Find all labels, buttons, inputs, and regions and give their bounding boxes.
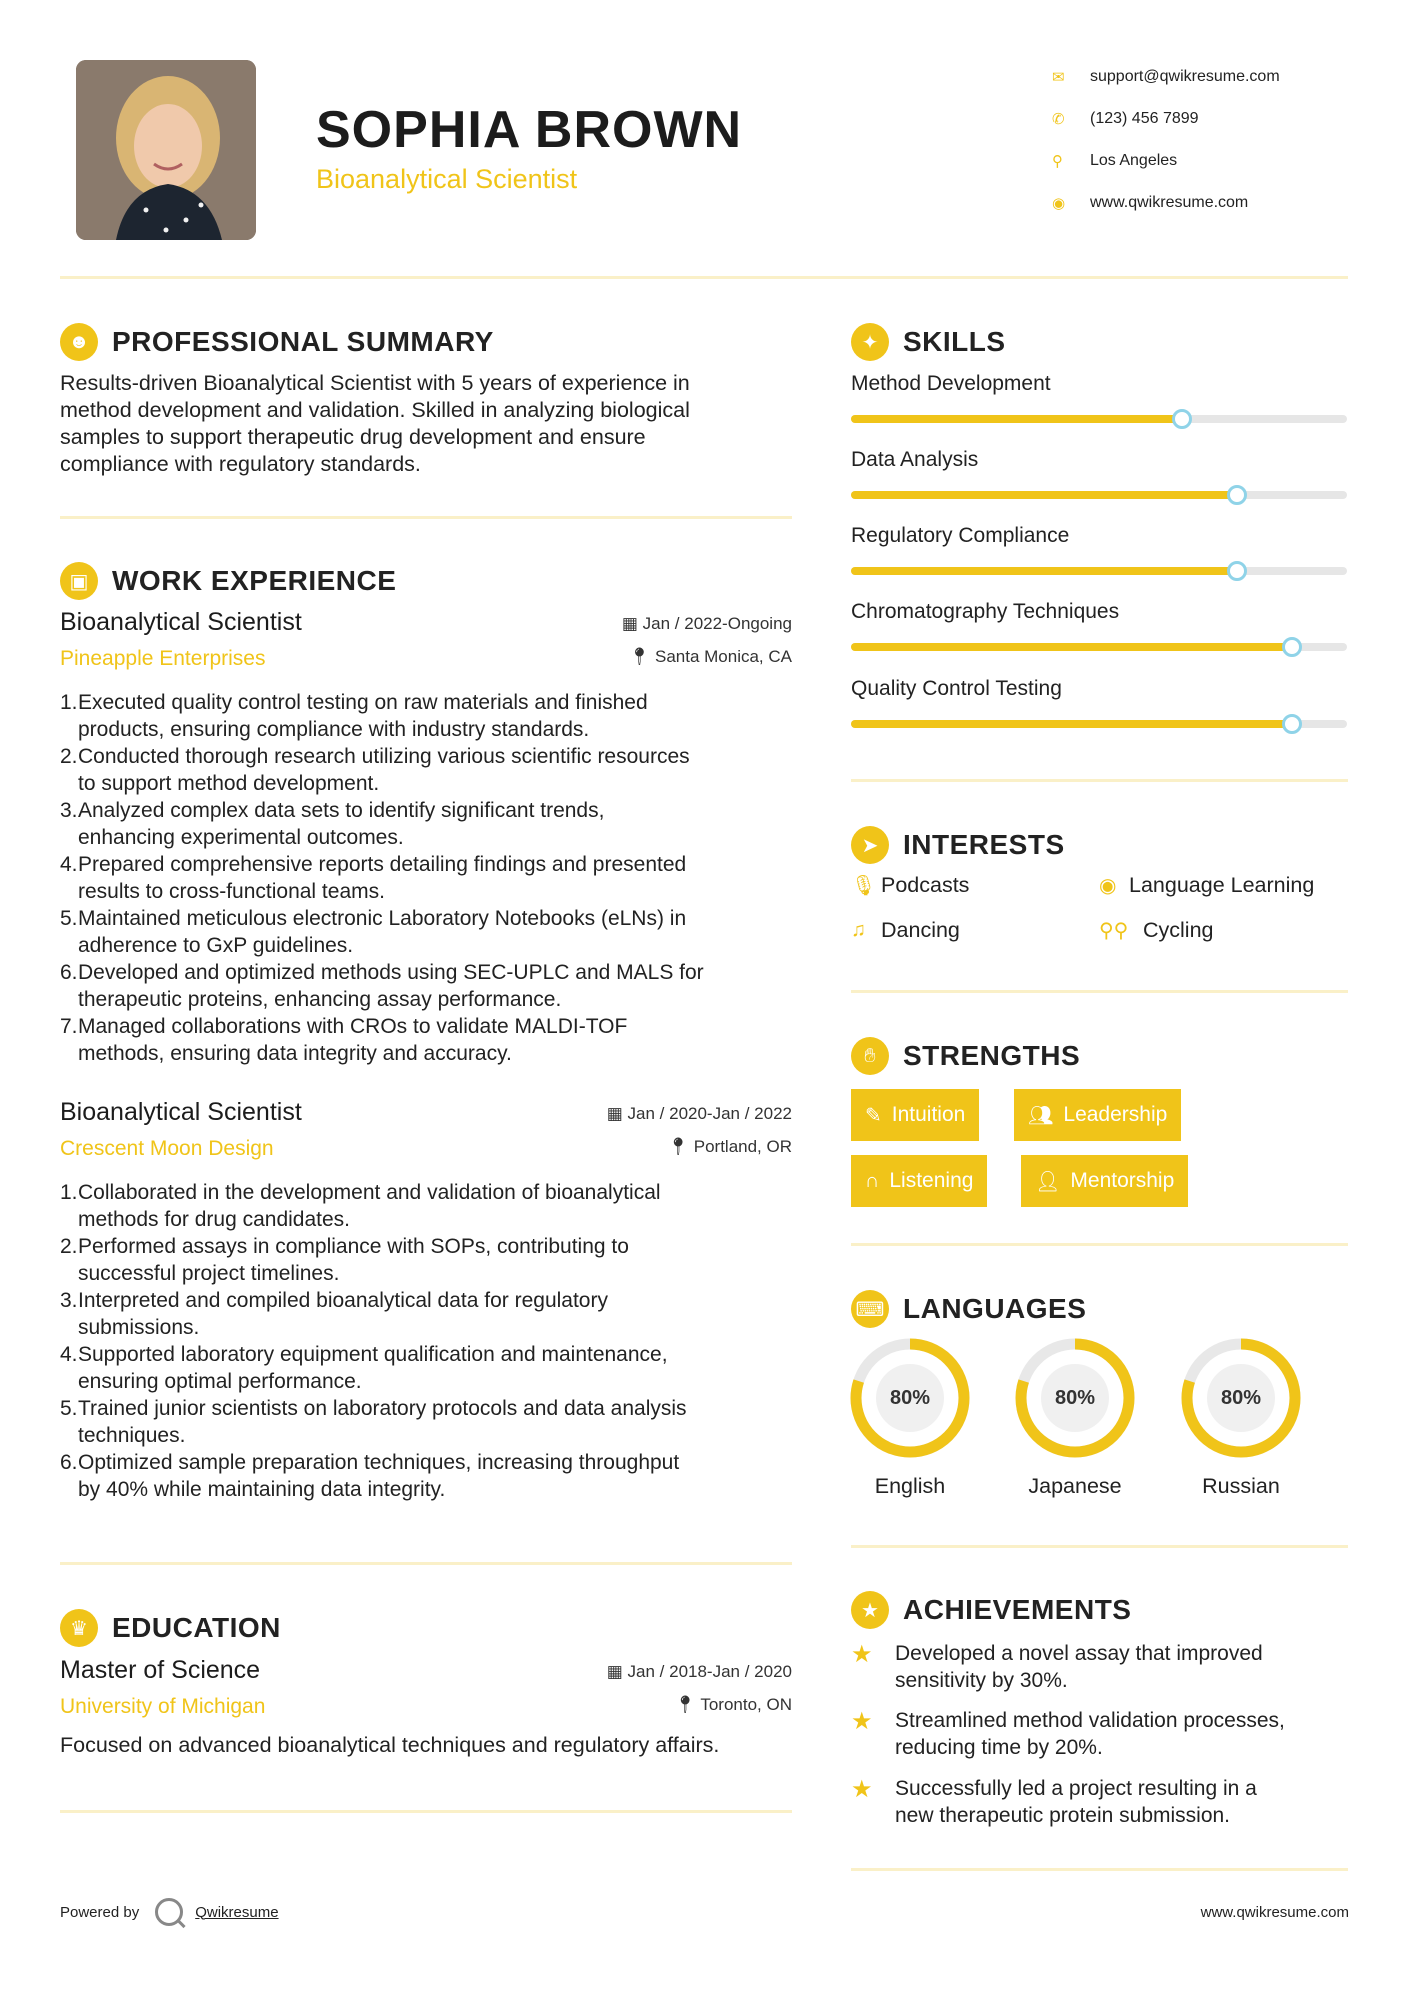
achievements-divider <box>851 1868 1348 1871</box>
star-icon: ★ <box>851 1591 889 1629</box>
skill-label: Method Development <box>851 372 1051 395</box>
contact-list <box>1050 56 1350 224</box>
strength-chip: ∩ Listening <box>851 1155 987 1207</box>
list-item: 5. Trained junior scientists on laboratory protocols and data analysis techniques. <box>60 1397 687 1447</box>
pin-icon: 📍︎ <box>667 1137 694 1156</box>
skill-bar-knob <box>1172 409 1192 429</box>
skill-bar-fill <box>851 491 1237 499</box>
user-plus-icon: 👤︎ <box>1035 1170 1061 1193</box>
achievement-item: ★ Streamlined method validation processes, reducing time by 20%. <box>851 1708 1285 1759</box>
skill-label: Regulatory Compliance <box>851 524 1070 547</box>
music-icon: ♫ <box>851 919 866 941</box>
job-role: Bioanalytical Scientist <box>60 1098 302 1126</box>
header-divider <box>60 276 1348 279</box>
pin-icon: 📍︎ <box>674 1695 701 1714</box>
skill-bar <box>851 491 1347 499</box>
education-divider <box>60 1810 792 1813</box>
job-entry <box>60 608 792 1067</box>
list-item: 1. Collaborated in the development and validation of bioanalytical methods for drug candidates. <box>60 1181 661 1231</box>
list-item: 4. Prepared comprehensive reports detailing findings and presented results to cross-functional teams. <box>60 853 687 903</box>
language-level: 80% <box>1220 1386 1262 1409</box>
languages-heading: ⌨ LANGUAGES <box>851 1290 1086 1328</box>
skills-divider <box>851 779 1348 782</box>
job-location: 📍︎ Portland, OR <box>667 1137 792 1156</box>
skill-bar <box>851 643 1347 651</box>
achievement-item: ★ Developed a novel assay that improved sensitivity by 30%. <box>851 1641 1263 1692</box>
globe-icon: ◉ <box>1052 195 1066 212</box>
list-item: 2. Conducted thorough research utilizing various scientific resources to support method development. <box>60 745 690 795</box>
interest-item: ♫ Dancing <box>851 918 960 942</box>
skill-bar <box>851 415 1347 423</box>
users-icon: 👥︎ <box>1028 1104 1054 1127</box>
education-location: 📍︎ Toronto, ON <box>674 1695 792 1714</box>
education-description: Focused on advanced bioanalytical techniques and regulatory affairs. <box>60 1733 720 1757</box>
skill-bar-knob <box>1227 561 1247 581</box>
language-name: English <box>874 1474 946 1498</box>
education-heading: ♛ EDUCATION <box>60 1609 281 1647</box>
strength-chip: 👤︎ Mentorship <box>1021 1155 1188 1207</box>
lightbulb-icon: ✦ <box>851 323 889 361</box>
candidate-name: SOPHIA BROWN <box>316 101 743 159</box>
calendar-icon: ▦ <box>621 614 643 633</box>
user-icon: ☻ <box>60 323 98 361</box>
strength-chip: ✎ Intuition <box>851 1089 979 1141</box>
contact-phone-text: (123) 456 7899 <box>1090 110 1199 127</box>
job-company: Crescent Moon Design <box>60 1137 274 1160</box>
map-pin-icon: ⚲ <box>1052 153 1063 170</box>
interests-heading: ➤ INTERESTS <box>851 826 1065 864</box>
language-level: 80% <box>889 1386 931 1409</box>
interests-divider <box>851 990 1348 993</box>
qwikresume-logo-icon <box>155 1898 183 1926</box>
calendar-icon: ▦ <box>606 1104 628 1123</box>
language-item <box>1179 1336 1303 1499</box>
strength-chip: 👥︎ Leadership <box>1014 1089 1181 1141</box>
list-item: 1. Executed quality control testing on raw materials and finished products, ensuring compliance with industry standards. <box>60 691 648 741</box>
contact-location <box>1050 140 1350 182</box>
language-name: Japanese <box>1028 1474 1122 1498</box>
footer-powered-by: Powered by Qwikresume <box>60 1898 279 1926</box>
skill-item <box>851 677 1347 728</box>
contact-phone[interactable] <box>1050 98 1350 140</box>
strengths-divider <box>851 1243 1348 1246</box>
job-entry <box>60 1098 792 1503</box>
job-date: ▦ Jan / 2022-Ongoing <box>621 614 792 633</box>
list-item: 3. Analyzed complex data sets to identify significant trends, enhancing experimental outcomes. <box>60 799 605 849</box>
skill-label: Quality Control Testing <box>851 677 1062 700</box>
summary-heading: ☻ PROFESSIONAL SUMMARY <box>60 323 494 361</box>
microphone-icon: 🎙︎ <box>851 875 877 897</box>
skill-bar <box>851 720 1347 728</box>
language-ring <box>848 1336 972 1460</box>
school: University of Michigan <box>60 1695 266 1718</box>
achievement-item: ★ Successfully led a project resulting in a new therapeutic protein submission. <box>851 1776 1257 1827</box>
list-item: 5. Maintained meticulous electronic Laboratory Notebooks (eLNs) in adherence to GxP guidelines. <box>60 907 687 957</box>
job-duties <box>60 1179 792 1503</box>
job-role: Bioanalytical Scientist <box>60 608 302 636</box>
skill-bar-fill <box>851 720 1292 728</box>
education-entry <box>60 1656 792 1758</box>
contact-website[interactable] <box>1050 182 1350 224</box>
bicycle-icon: ⚲⚲ <box>1099 920 1129 942</box>
magic-wand-icon: ✎ <box>865 1104 882 1127</box>
language-name: Russian <box>1202 1474 1280 1498</box>
language-item <box>848 1336 972 1499</box>
degree: Master of Science <box>60 1656 261 1684</box>
star-icon: ★ <box>851 1776 873 1803</box>
achievements-heading: ★ ACHIEVEMENTS <box>851 1591 1131 1629</box>
contact-location-text: Los Angeles <box>1090 152 1178 169</box>
language-level: 80% <box>1054 1386 1096 1409</box>
job-date: ▦ Jan / 2020-Jan / 2022 <box>606 1104 792 1123</box>
footer-brand-link[interactable]: Qwikresume <box>195 1903 279 1921</box>
skills-heading: ✦ SKILLS <box>851 323 1006 361</box>
profile-photo <box>76 60 256 240</box>
interest-item: ⚲⚲ Cycling <box>1099 918 1214 942</box>
contact-email[interactable] <box>1050 56 1350 98</box>
job-company: Pineapple Enterprises <box>60 647 266 670</box>
globe-icon: ◉ <box>1099 875 1117 897</box>
list-item: 3. Interpreted and compiled bioanalytical data for regulatory submissions. <box>60 1289 608 1339</box>
interest-item: 🎙︎ Podcasts <box>851 873 970 897</box>
headphones-icon: ∩ <box>865 1169 880 1192</box>
list-item: 6. Developed and optimized methods using SEC-UPLC and MALS for therapeutic proteins, enhancing assay performance. <box>60 961 704 1011</box>
summary-divider <box>60 516 792 519</box>
list-item: 4. Supported laboratory equipment qualification and maintenance, ensuring optimal performance. <box>60 1343 668 1393</box>
languages-divider <box>851 1545 1348 1548</box>
experience-heading: ▣ WORK EXPERIENCE <box>60 562 396 600</box>
skill-bar-knob <box>1282 714 1302 734</box>
contact-email-text: support@qwikresume.com <box>1090 68 1280 85</box>
skill-bar <box>851 567 1347 575</box>
skill-item <box>851 600 1347 651</box>
summary-text: Results-driven Bioanalytical Scientist with 5 years of experience in method development and validation. Skilled in analyzing biological samples to support therapeutic drug development and ensure compliance with regulatory standards. <box>60 371 690 476</box>
skill-bar-knob <box>1227 485 1247 505</box>
skill-bar-fill <box>851 567 1237 575</box>
list-item: 7. Managed collaborations with CROs to validate MALDI-TOF methods, ensuring data integrity and accuracy. <box>60 1015 628 1065</box>
skill-bar-knob <box>1282 637 1302 657</box>
experience-divider <box>60 1562 792 1565</box>
skill-label: Data Analysis <box>851 448 979 471</box>
graduation-cap-icon: ♛ <box>60 1609 98 1647</box>
candidate-title: Bioanalytical Scientist <box>316 164 578 194</box>
pin-icon: 📍︎ <box>628 647 655 666</box>
star-icon: ★ <box>851 1708 873 1735</box>
skill-item <box>851 524 1347 575</box>
paper-plane-icon: ➤ <box>851 826 889 864</box>
skill-item <box>851 372 1347 423</box>
skill-label: Chromatography Techniques <box>851 600 1120 623</box>
education-date: ▦ Jan / 2018-Jan / 2020 <box>606 1662 792 1681</box>
envelope-icon: ✉ <box>1052 69 1065 86</box>
briefcase-icon: ▣ <box>60 562 98 600</box>
list-item: 2. Performed assays in compliance with SOPs, contributing to successful project timelines. <box>60 1235 629 1285</box>
footer-url[interactable]: www.qwikresume.com <box>1200 1904 1349 1921</box>
star-icon: ★ <box>851 1641 873 1668</box>
job-duties <box>60 689 792 1067</box>
hand-icon: ✋︎ <box>851 1037 889 1075</box>
language-icon: ⌨ <box>851 1290 889 1328</box>
calendar-icon: ▦ <box>606 1662 628 1681</box>
strengths-heading: ✋︎ STRENGTHS <box>851 1037 1080 1075</box>
skill-item <box>851 448 1347 499</box>
job-location: 📍︎ Santa Monica, CA <box>628 647 792 666</box>
phone-icon: ✆ <box>1052 111 1065 128</box>
skill-bar-fill <box>851 415 1182 423</box>
list-item: 6. Optimized sample preparation techniques, increasing throughput by 40% while maintaining data integrity. <box>60 1451 680 1501</box>
contact-website-text: www.qwikresume.com <box>1090 194 1249 211</box>
language-ring <box>1179 1336 1303 1460</box>
skill-bar-fill <box>851 643 1292 651</box>
language-ring <box>1013 1336 1137 1460</box>
interest-item: ◉ Language Learning <box>1099 873 1315 897</box>
language-item <box>1013 1336 1137 1499</box>
